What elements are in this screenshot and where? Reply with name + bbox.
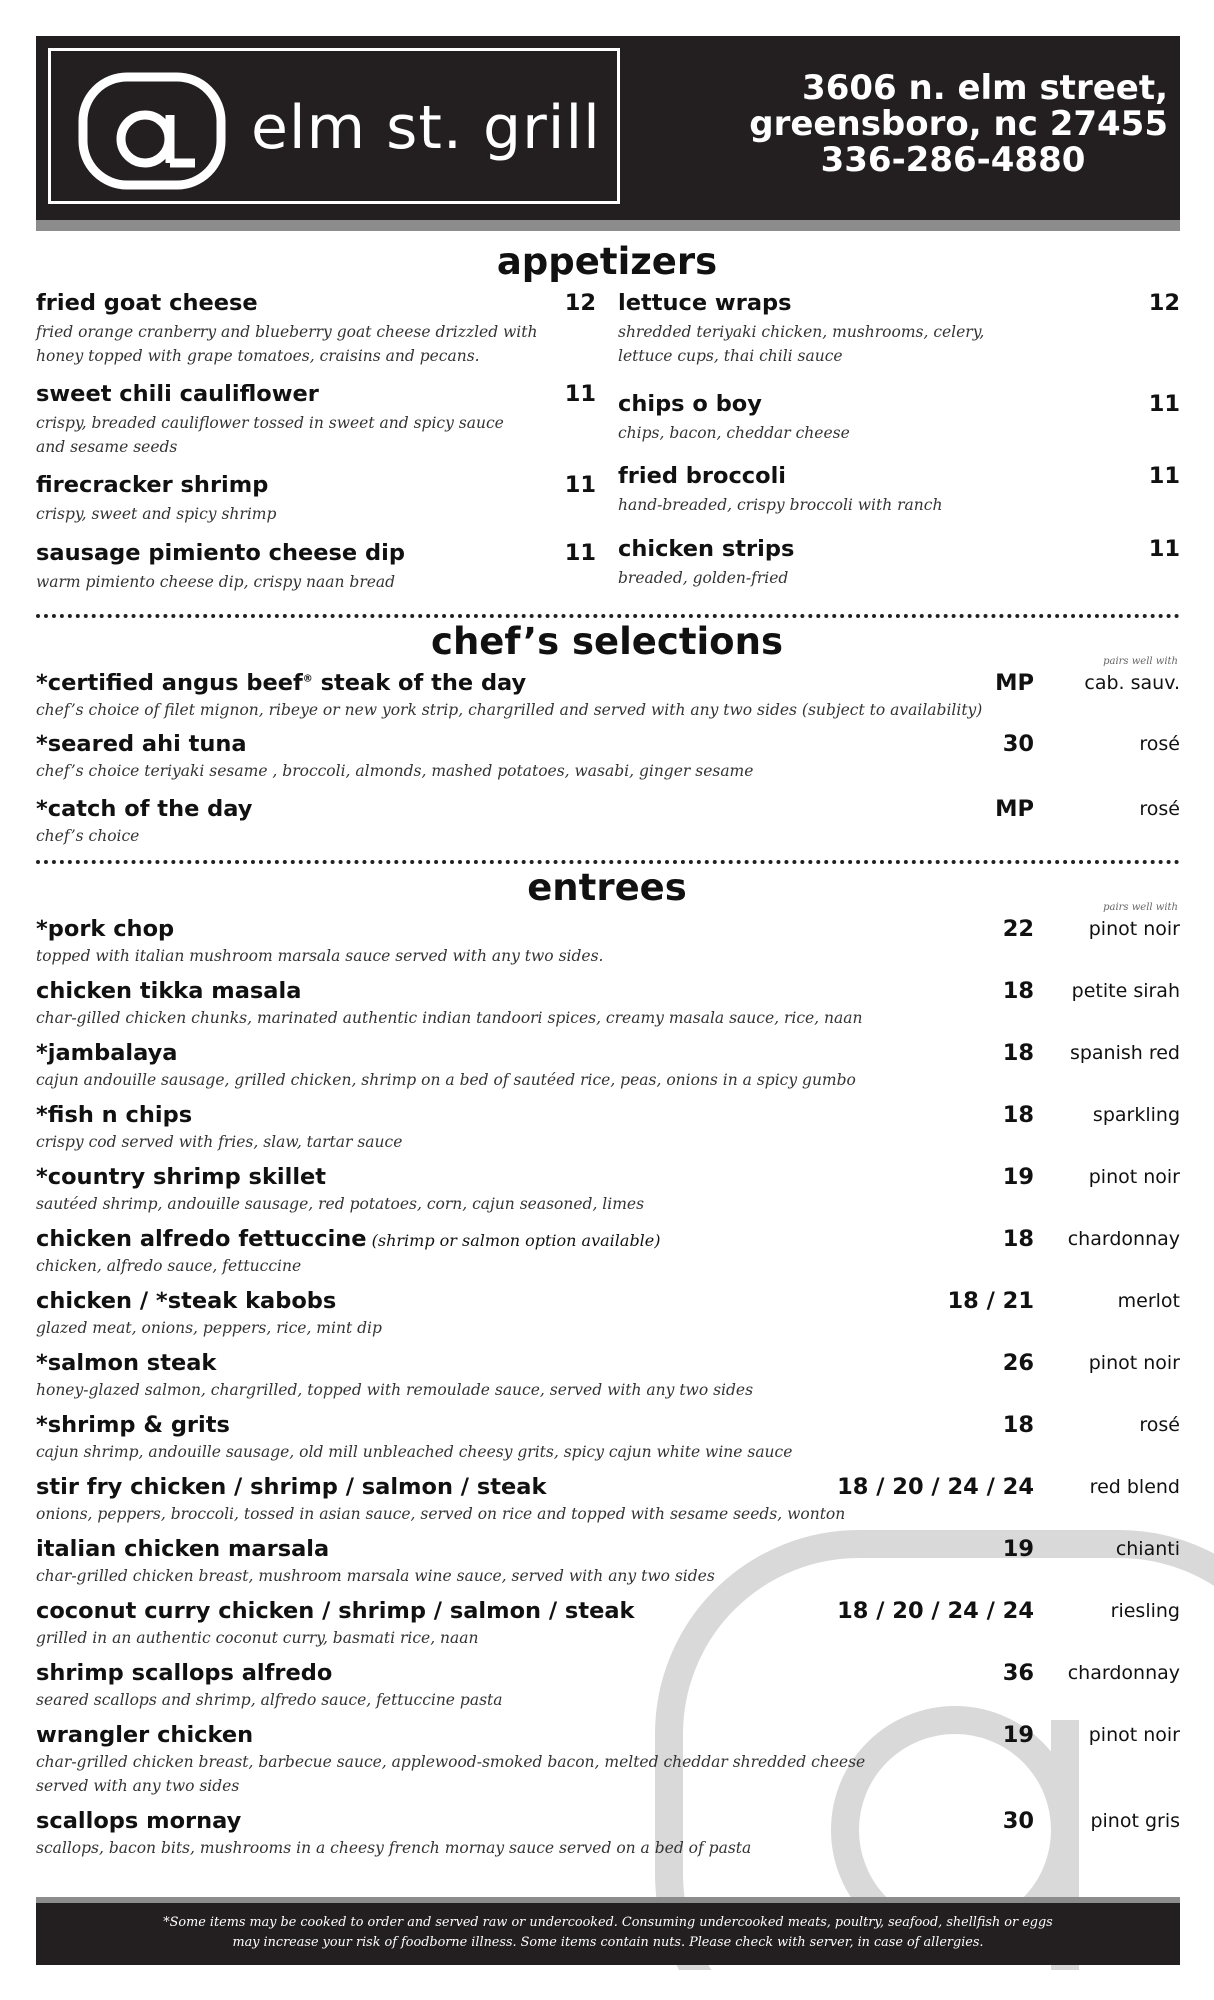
wine-pairing: merlot <box>1117 1290 1180 1312</box>
item-price: 11 <box>1148 391 1180 417</box>
item-description <box>36 411 504 459</box>
menu-item <box>36 1164 1180 1224</box>
item-note: (shrimp or salmon option available) <box>366 1231 661 1250</box>
item-description <box>36 1626 479 1650</box>
description-line: cajun andouille sausage, grilled chicken, shrimp on a bed of sautéed rice, peas, onions in a spicy gumbo <box>36 1071 856 1089</box>
item-description <box>36 1440 792 1464</box>
item-price: 18 / 21 <box>947 1288 1034 1314</box>
description-line: hand-breaded, crispy broccoli with ranch <box>618 496 943 514</box>
item-name-text: shrimp scallops alfredo <box>36 1660 333 1686</box>
description-line: sautéed shrimp, andouille sausage, red potatoes, corn, cajun seasoned, limes <box>36 1195 645 1213</box>
item-price: 11 <box>564 540 596 566</box>
menu-item <box>36 731 1180 791</box>
item-description <box>618 320 984 368</box>
item-price: 18 <box>1002 1102 1034 1128</box>
wine-pairing: rosé <box>1139 798 1180 820</box>
item-name-text: *seared ahi tuna <box>36 731 247 757</box>
wine-pairing: spanish red <box>1069 1042 1180 1064</box>
item-price: 18 <box>1002 978 1034 1004</box>
item-name-text: coconut curry chicken / shrimp / salmon / steak <box>36 1598 635 1624</box>
header-divider <box>36 220 1180 231</box>
item-price: MP <box>995 670 1034 696</box>
item-price: 11 <box>564 472 596 498</box>
description-line: and sesame seeds <box>36 438 178 456</box>
item-name-text: chicken tikka masala <box>36 978 302 1004</box>
item-name-text: *certified angus beef <box>36 670 303 696</box>
menu-item <box>36 796 1180 856</box>
item-name-text: italian chicken marsala <box>36 1536 330 1562</box>
description-line: char-grilled chicken breast, mushroom marsala wine sauce, served with any two sides <box>36 1567 715 1585</box>
wine-pairing: chardonnay <box>1067 1662 1180 1684</box>
item-name <box>36 1722 253 1748</box>
menu-item <box>36 1474 1180 1534</box>
menu-item <box>36 916 1180 976</box>
header-banner <box>36 36 1180 220</box>
item-name: chips o boy <box>618 391 762 417</box>
wine-pairing: cab. sauv. <box>1084 672 1180 694</box>
item-description <box>36 1688 503 1712</box>
item-description <box>36 1254 301 1278</box>
description-line: warm pimiento cheese dip, crispy naan bread <box>36 573 396 591</box>
pairs-well-with-label: pairs well with <box>1103 656 1178 667</box>
item-name-text: *catch of the day <box>36 796 253 822</box>
item-price: 11 <box>1148 463 1180 489</box>
description-line: breaded, golden-fried <box>618 569 789 587</box>
menu-item <box>36 1412 1180 1472</box>
item-name <box>36 1288 336 1314</box>
menu-item <box>618 290 1180 370</box>
menu-item <box>36 1722 1180 1795</box>
menu-item <box>618 536 1180 616</box>
item-description <box>36 570 395 594</box>
item-name <box>36 1660 332 1686</box>
menu-item <box>36 1102 1180 1162</box>
section-divider <box>36 860 1180 864</box>
item-description <box>36 1564 715 1588</box>
wine-pairing: rosé <box>1139 733 1180 755</box>
item-name: chicken strips <box>618 536 795 562</box>
wine-pairing: sparkling <box>1092 1104 1180 1126</box>
registered-mark: ® <box>302 673 313 685</box>
item-description <box>36 1006 863 1030</box>
entrees-title: entrees <box>527 866 687 909</box>
item-description: chef’s choice of filet mignon, ribeye or new york strip, chargrilled and served with any two sides (subject to availability) <box>36 701 983 719</box>
item-price: 22 <box>1002 916 1034 942</box>
description-line: crispy, sweet and spicy shrimp <box>36 505 277 523</box>
wine-pairing: pinot noir <box>1088 1352 1180 1374</box>
wine-pairing: riesling <box>1110 1600 1180 1622</box>
item-description <box>36 1192 644 1216</box>
item-name-text: *fish n chips <box>36 1102 193 1128</box>
description-line: fried orange cranberry and blueberry goat cheese drizzled with <box>36 323 538 341</box>
item-price: 36 <box>1002 1660 1034 1686</box>
menu-item <box>36 1226 1180 1286</box>
item-price: 19 <box>1002 1722 1034 1748</box>
menu-item <box>36 1536 1180 1596</box>
item-price: 30 <box>1002 1808 1034 1834</box>
item-name <box>36 1808 241 1834</box>
item-price: 12 <box>1148 290 1180 316</box>
item-description <box>36 1502 845 1526</box>
menu-item <box>36 1288 1180 1348</box>
item-name-text: chicken / *steak kabobs <box>36 1288 337 1314</box>
item-name <box>36 978 301 1004</box>
wine-pairing: pinot gris <box>1090 1810 1180 1832</box>
description-line: onions, peppers, broccoli, tossed in asian sauce, served on rice and topped with sesame seeds, wonton <box>36 1505 846 1523</box>
item-name <box>36 796 252 822</box>
item-price: 12 <box>564 290 596 316</box>
item-name <box>36 1226 661 1252</box>
item-name <box>36 1102 192 1128</box>
item-description <box>36 1836 751 1860</box>
wine-pairing: chianti <box>1115 1538 1180 1560</box>
wine-pairing: pinot noir <box>1088 1724 1180 1746</box>
item-description <box>618 493 942 517</box>
description-line: grilled in an authentic coconut curry, basmati rice, naan <box>36 1629 479 1647</box>
item-name <box>36 1536 329 1562</box>
description-line: scallops, bacon bits, mushrooms in a cheesy french mornay sauce served on a bed of pasta <box>36 1839 752 1857</box>
logo <box>48 48 620 204</box>
menu-item <box>36 670 1180 730</box>
disclaimer-line: may increase your risk of foodborne illness. Some items contain nuts. Please check with server, in case of allergies. <box>232 1935 984 1950</box>
wine-pairing: red blend <box>1089 1476 1180 1498</box>
item-price: MP <box>995 796 1034 822</box>
item-name-text: *salmon steak <box>36 1350 217 1376</box>
contact-info <box>648 70 1168 178</box>
description-line: shredded teriyaki chicken, mushrooms, celery, <box>618 323 985 341</box>
chefs-selections-title: chef’s selections <box>431 620 783 663</box>
item-name <box>36 731 247 757</box>
item-description <box>36 1316 382 1340</box>
description-line: chips, bacon, cheddar cheese <box>618 424 850 442</box>
menu-item <box>36 381 596 461</box>
description-line: honey-glazed salmon, chargrilled, topped with remoulade sauce, served with any two sides <box>36 1381 754 1399</box>
description-line: honey topped with grape tomatoes, craisins and pecans. <box>36 347 480 365</box>
item-price: 19 <box>1002 1536 1034 1562</box>
wine-pairing: petite sirah <box>1071 980 1180 1002</box>
item-name: fried broccoli <box>618 463 787 489</box>
menu-item <box>36 1660 1180 1720</box>
menu-item <box>36 290 596 370</box>
item-name: fried goat cheese <box>36 290 258 316</box>
disclaimer-line: *Some items may be cooked to order and served raw or undercooked. Consuming undercooked meats, poultry, seafood, shellfish or eggs <box>163 1915 1053 1930</box>
item-name: sausage pimiento cheese dip <box>36 540 405 566</box>
item-price: 18 / 20 / 24 / 24 <box>837 1474 1034 1500</box>
item-description <box>36 1130 402 1154</box>
menu-item <box>36 1598 1180 1658</box>
item-name <box>36 1474 546 1500</box>
item-name <box>36 1598 635 1624</box>
description-line: chicken, alfredo sauce, fettuccine <box>36 1257 302 1275</box>
pairs-well-with-label: pairs well with <box>1103 902 1178 913</box>
item-price: 11 <box>564 381 596 407</box>
section-divider <box>36 614 1180 618</box>
item-description <box>618 421 850 445</box>
wine-pairing: pinot noir <box>1088 918 1180 940</box>
item-price: 18 <box>1002 1226 1034 1252</box>
item-name-text: stir fry chicken / shrimp / salmon / steak <box>36 1474 547 1500</box>
wine-pairing: pinot noir <box>1088 1166 1180 1188</box>
description-line: glazed meat, onions, peppers, rice, mint dip <box>36 1319 382 1337</box>
item-price: 18 / 20 / 24 / 24 <box>837 1598 1034 1624</box>
description-line: char-gilled chicken chunks, marinated authentic indian tandoori spices, creamy masala sauce, rice, naan <box>36 1009 863 1027</box>
wine-pairing: chardonnay <box>1067 1228 1180 1250</box>
item-description <box>36 1750 865 1798</box>
item-name-text: *jambalaya <box>36 1040 178 1066</box>
description-line: cajun shrimp, andouille sausage, old mill unbleached cheesy grits, spicy cajun white wine sauce <box>36 1443 793 1461</box>
item-name-text: steak of the day <box>312 670 527 696</box>
item-name-text: *shrimp & grits <box>36 1412 230 1438</box>
item-description <box>36 944 603 968</box>
item-name <box>36 670 526 696</box>
phone-number: 336-286-4880 <box>820 140 1086 180</box>
at-sign-icon <box>77 71 227 191</box>
description-line: topped with italian mushroom marsala sauce served with any two sides. <box>36 947 604 965</box>
restaurant-name: elm st. grill <box>251 93 601 163</box>
description-line: lettuce cups, thai chili sauce <box>618 347 843 365</box>
wine-pairing: rosé <box>1139 1414 1180 1436</box>
item-name <box>36 916 174 942</box>
item-description: chef’s choice teriyaki sesame , broccoli, almonds, mashed potatoes, wasabi, ginger sesame <box>36 762 754 780</box>
address-city: greensboro, nc 27455 <box>749 104 1168 144</box>
description-line: served with any two sides <box>36 1777 240 1795</box>
item-name <box>36 1350 216 1376</box>
item-name <box>36 1412 230 1438</box>
item-description <box>618 566 788 590</box>
description-line: seared scallops and shrimp, alfredo sauce, fettuccine pasta <box>36 1691 503 1709</box>
item-name-text: chicken alfredo fettuccine <box>36 1226 367 1252</box>
item-price: 30 <box>1002 731 1034 757</box>
item-description <box>36 502 276 526</box>
appetizers-title: appetizers <box>496 240 718 283</box>
allergy-disclaimer <box>36 1897 1180 1965</box>
item-name-text: scallops mornay <box>36 1808 242 1834</box>
item-name: lettuce wraps <box>618 290 792 316</box>
description-line: char-grilled chicken breast, barbecue sauce, applewood-smoked bacon, melted cheddar shredded cheese <box>36 1753 866 1771</box>
item-name-text: *pork chop <box>36 916 175 942</box>
item-description <box>36 1378 753 1402</box>
item-description: chef’s choice <box>36 827 140 845</box>
menu-item <box>36 1808 1180 1868</box>
description-line: crispy cod served with fries, slaw, tartar sauce <box>36 1133 403 1151</box>
item-price: 18 <box>1002 1040 1034 1066</box>
item-price: 18 <box>1002 1412 1034 1438</box>
item-description <box>36 1068 856 1092</box>
menu-item <box>36 1040 1180 1100</box>
item-name <box>36 1040 177 1066</box>
menu-item <box>618 391 1180 471</box>
item-price: 11 <box>1148 536 1180 562</box>
menu-item <box>618 463 1180 543</box>
item-name-text: wrangler chicken <box>36 1722 254 1748</box>
item-name <box>36 1164 326 1190</box>
item-name: firecracker shrimp <box>36 472 269 498</box>
address-street: 3606 n. elm street, <box>802 68 1168 108</box>
item-price: 19 <box>1002 1164 1034 1190</box>
description-line: crispy, breaded cauliflower tossed in sweet and spicy sauce <box>36 414 504 432</box>
menu-item <box>36 978 1180 1038</box>
menu-item <box>36 540 596 620</box>
item-price: 26 <box>1002 1350 1034 1376</box>
item-name: sweet chili cauliflower <box>36 381 319 407</box>
menu-item <box>36 1350 1180 1410</box>
item-name-text: *country shrimp skillet <box>36 1164 327 1190</box>
item-description <box>36 320 537 368</box>
